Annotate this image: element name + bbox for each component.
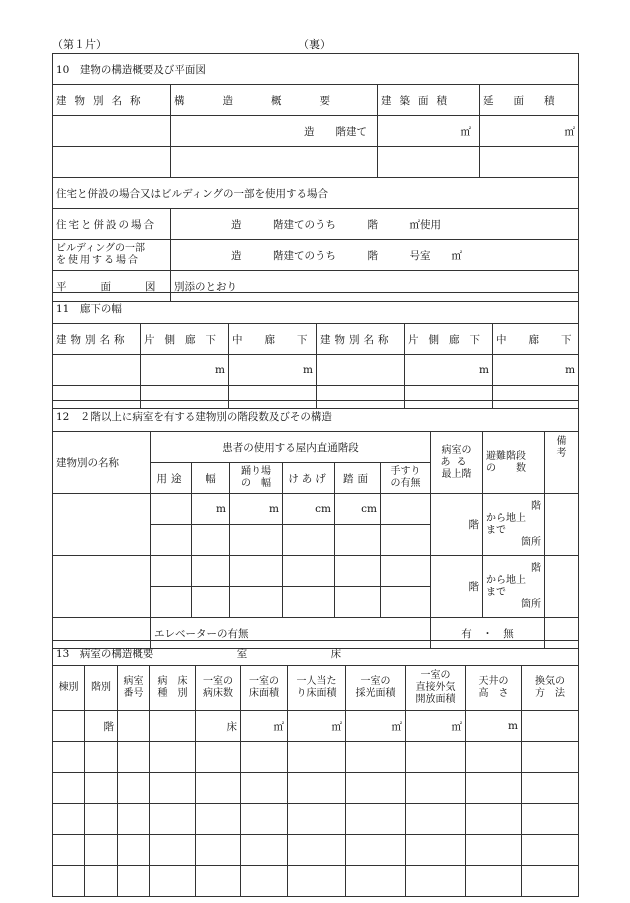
s13-row-cell[interactable]: [241, 866, 288, 897]
s12-col-handrail-1: 手すり: [390, 466, 421, 477]
s13-col-vent: [406, 666, 466, 711]
s13-row-cell[interactable]: [288, 835, 346, 866]
s12-handrail-2[interactable]: [381, 556, 431, 587]
s13-row-cell[interactable]: [346, 742, 406, 773]
s12-width-2b[interactable]: [192, 587, 230, 618]
s10-housing-value[interactable]: 造 階建てのうち 階 ㎡使用: [171, 209, 579, 240]
s13-col-bedtype: [150, 666, 196, 711]
s12-finish-1b[interactable]: [283, 525, 335, 556]
s12-col-use: 用途: [151, 463, 192, 494]
s12-elevator-value[interactable]: 有 ・ 無: [431, 618, 545, 649]
s13-r1-bedtype[interactable]: [150, 711, 196, 742]
s12-col-top-1: 病室の: [441, 444, 472, 456]
section-10-table: [52, 53, 579, 302]
s11-col-middle-left: 中廊下: [229, 324, 317, 355]
s13-row-cell[interactable]: [346, 773, 406, 804]
s12-name-2[interactable]: [53, 556, 151, 618]
s13-row-cell[interactable]: [346, 835, 406, 866]
s13-row-cell[interactable]: [241, 742, 288, 773]
s13-row-cell[interactable]: [346, 866, 406, 897]
s12-evac-2-d: 箇所: [521, 598, 541, 610]
s13-col-room: [118, 666, 150, 711]
s13-row-cell[interactable]: [53, 866, 85, 897]
s13-col-ceiling-2: 高 さ: [478, 688, 509, 699]
s12-width-1b[interactable]: [192, 525, 230, 556]
s11-single-right[interactable]: m: [405, 355, 493, 386]
s13-row-cell[interactable]: [118, 742, 150, 773]
s12-finish-2[interactable]: [283, 556, 335, 587]
s12-col-evac-1: 避難階段: [486, 450, 526, 462]
side-label: （裏）: [298, 38, 331, 51]
s13-col-bedtype-1: 病 床: [157, 676, 188, 687]
s13-col-ceiling: [466, 666, 522, 711]
s13-row-cell[interactable]: [466, 835, 522, 866]
s12-handrail-1b[interactable]: [381, 525, 431, 556]
s12-handrail-1[interactable]: [381, 494, 431, 525]
s12-finish-2b[interactable]: [283, 587, 335, 618]
s13-col-beds-2: 病床数: [203, 688, 233, 699]
s13-row-cell[interactable]: [522, 835, 579, 866]
s13-r1-light[interactable]: ㎡: [346, 711, 406, 742]
s11-col-name-right: 建物別名称: [317, 324, 405, 355]
s13-col-room-2: 番号: [123, 688, 144, 699]
s13-row-cell[interactable]: [466, 773, 522, 804]
s11-name-right[interactable]: [317, 355, 405, 386]
s13-col-vent-3: 開放面積: [415, 694, 456, 705]
section-13-title-right: 床: [330, 647, 342, 660]
s11-col-single-right: 片側廊下: [405, 324, 493, 355]
s13-col-beds-1: 一室の: [203, 676, 233, 687]
s12-note-1[interactable]: [545, 494, 579, 556]
s12-top-floor-1[interactable]: 階: [431, 494, 483, 556]
s13-row-cell[interactable]: [288, 742, 346, 773]
s13-col-light: [346, 666, 406, 711]
s10-col-total-area: 延面積: [480, 85, 579, 116]
s13-row-cell[interactable]: [466, 742, 522, 773]
s13-col-vent-2: 直接外気: [415, 682, 456, 693]
s11-col-middle-right: 中廊下: [493, 324, 579, 355]
s12-evac-1-c: まで: [486, 524, 506, 536]
s10-building-value[interactable]: 造 階建てのうち 階 号室 ㎡: [171, 240, 579, 271]
s13-r1-ceiling[interactable]: m: [466, 711, 522, 742]
s12-landing-1[interactable]: m: [230, 494, 283, 525]
s12-col-handrail-2: の有無: [390, 478, 421, 489]
s10-plan-label: 平面図: [53, 271, 171, 302]
s12-finish-1[interactable]: cm: [283, 494, 335, 525]
s12-stair-header: 患者の使用する屋内直通階段: [151, 432, 431, 463]
s13-row-cell[interactable]: [85, 804, 118, 835]
s12-landing-2[interactable]: [230, 556, 283, 587]
s10-total-area-cell-2[interactable]: [480, 147, 579, 178]
s13-row-cell[interactable]: [118, 804, 150, 835]
s13-row-cell[interactable]: [196, 804, 241, 835]
s13-row-cell[interactable]: [85, 835, 118, 866]
s12-use-1[interactable]: [151, 494, 192, 525]
s13-row-cell[interactable]: [85, 866, 118, 897]
s13-row-cell[interactable]: [85, 742, 118, 773]
s10-building-area-cell[interactable]: ㎡: [378, 116, 480, 147]
s12-col-landing-2: の 幅: [241, 478, 271, 489]
s12-col-width: 幅: [192, 463, 230, 494]
s12-col-name: 建物別の名称: [53, 432, 151, 494]
s13-row-cell[interactable]: [406, 773, 466, 804]
s13-row-cell[interactable]: [241, 773, 288, 804]
s11-single-left[interactable]: m: [141, 355, 229, 386]
s12-landing-2b[interactable]: [230, 587, 283, 618]
s12-handrail-2b[interactable]: [381, 587, 431, 618]
s11-col-single-left: 片側廊下: [141, 324, 229, 355]
s12-col-landing-1: 踊り場: [241, 466, 271, 477]
s13-col-method-1: 換気の: [535, 676, 566, 687]
s13-row-cell[interactable]: [196, 773, 241, 804]
section-13-title-row: [53, 641, 579, 666]
s13-col-room-1: 病室: [123, 676, 144, 687]
s10-housing-label: 住宅と併設の場合: [53, 209, 171, 240]
s13-row-cell[interactable]: [466, 866, 522, 897]
s13-row-cell[interactable]: [522, 742, 579, 773]
s13-col-light-1: 一室の: [360, 676, 391, 687]
s12-col-finish: けあげ: [283, 463, 335, 494]
s13-row-cell[interactable]: [118, 773, 150, 804]
s12-use-1b[interactable]: [151, 525, 192, 556]
s12-evac-2-c: まで: [486, 586, 506, 598]
s12-evac-1[interactable]: [483, 494, 545, 556]
s13-row-cell[interactable]: [288, 773, 346, 804]
s12-name-1[interactable]: [53, 494, 151, 556]
s10-structure-cell[interactable]: 造 階建て: [171, 116, 378, 147]
s10-plan-value: 別添のとおり: [171, 271, 579, 302]
s12-col-evac-2: の 数: [486, 462, 526, 474]
s13-col-light-2: 採光面積: [355, 688, 396, 699]
s13-col-area-2: 床面積: [249, 688, 279, 699]
s11-col-name-left: 建物別名称: [53, 324, 141, 355]
s12-use-2[interactable]: [151, 556, 192, 587]
s12-use-2b[interactable]: [151, 587, 192, 618]
s13-row-cell[interactable]: [196, 835, 241, 866]
section-13-table: [52, 640, 579, 897]
s12-tread-2[interactable]: [335, 556, 381, 587]
s13-col-bedtype-2: 種 別: [157, 688, 188, 699]
s13-r1-room[interactable]: [118, 711, 150, 742]
s13-row-cell[interactable]: [150, 804, 196, 835]
s12-evac-2-a: 階: [531, 562, 541, 574]
s12-col-evac: [483, 432, 545, 494]
s12-width-1[interactable]: m: [192, 494, 230, 525]
s13-r1-per[interactable]: ㎡: [288, 711, 346, 742]
s10-col-structure: 構造概要: [171, 85, 378, 116]
s13-r1-vent[interactable]: ㎡: [406, 711, 466, 742]
s10-col-building-area: 建築面積: [378, 85, 480, 116]
s11-middle-right[interactable]: m: [493, 355, 579, 386]
s10-building-area-cell-2[interactable]: [378, 147, 480, 178]
s13-r1-area[interactable]: ㎡: [241, 711, 288, 742]
section-12-table: [52, 400, 579, 649]
section-13-title-mid: 室: [236, 647, 248, 660]
s13-col-beds: [196, 666, 241, 711]
section-10-title: 10 建物の構造概要及び平面図: [53, 54, 579, 85]
s12-tread-1[interactable]: cm: [335, 494, 381, 525]
s12-col-top-floor: [431, 432, 483, 494]
sheet-label: （第１片）: [52, 38, 107, 51]
s13-row-cell[interactable]: [118, 835, 150, 866]
s12-landing-1b[interactable]: [230, 525, 283, 556]
s12-col-note-1: 備: [556, 436, 567, 447]
s13-row-cell[interactable]: [53, 835, 85, 866]
s13-col-vent-1: 一室の: [420, 670, 451, 681]
s13-row-cell[interactable]: [346, 804, 406, 835]
s13-row-cell[interactable]: [288, 866, 346, 897]
s13-col-area: [241, 666, 288, 711]
s10-structure-cell-2[interactable]: [171, 147, 378, 178]
s13-row-cell[interactable]: [118, 866, 150, 897]
s13-col-method: [522, 666, 579, 711]
s12-top-floor-2[interactable]: 階: [431, 556, 483, 618]
s13-row-cell[interactable]: [150, 866, 196, 897]
s13-row-cell[interactable]: [406, 804, 466, 835]
s10-building-label-2: を使用する場合: [56, 255, 140, 266]
s13-row-cell[interactable]: [406, 866, 466, 897]
s13-row-cell[interactable]: [288, 804, 346, 835]
s13-row-cell[interactable]: [150, 835, 196, 866]
s12-evac-1-d: 箇所: [521, 536, 541, 548]
s12-col-landing: [230, 463, 283, 494]
s12-col-tread: 踏面: [335, 463, 381, 494]
s13-col-floor: 階別: [85, 666, 118, 711]
s12-col-top-2: ある: [440, 456, 473, 468]
s13-row-cell[interactable]: [241, 804, 288, 835]
s13-col-per-2: り床面積: [296, 688, 337, 699]
s13-row-cell[interactable]: [85, 773, 118, 804]
s12-col-note-2: 考: [556, 448, 567, 459]
s13-row-cell[interactable]: [196, 742, 241, 773]
s13-col-method-2: 方 法: [535, 688, 566, 699]
s12-col-top-3: 最上階: [441, 468, 472, 480]
s13-r1-building[interactable]: [53, 711, 85, 742]
s12-width-2[interactable]: [192, 556, 230, 587]
s12-note-2[interactable]: [545, 556, 579, 618]
s12-evac-2-b: から地上: [486, 574, 526, 586]
s13-col-ceiling-1: 天井の: [478, 676, 509, 687]
s13-row-cell[interactable]: [466, 804, 522, 835]
s10-building-label: [53, 240, 171, 271]
s13-col-area-1: 一室の: [249, 676, 279, 687]
s12-evac-1-b: から地上: [486, 512, 526, 524]
s10-building-label-1: ビルディングの一部: [56, 243, 145, 254]
s12-tread-1b[interactable]: [335, 525, 381, 556]
s11-name-left[interactable]: [53, 355, 141, 386]
s13-row-cell[interactable]: [53, 773, 85, 804]
s12-evac-1-a: 階: [531, 500, 541, 512]
section-11-title: 11 廊下の幅: [53, 293, 579, 324]
s10-mixed-title: 住宅と併設の場合又はビルディングの一部を使用する場合: [53, 178, 579, 209]
s13-row-cell[interactable]: [150, 742, 196, 773]
s12-tread-2b[interactable]: [335, 587, 381, 618]
s10-name-cell[interactable]: [53, 116, 171, 147]
s11-middle-left[interactable]: m: [229, 355, 317, 386]
s13-row-cell[interactable]: [522, 804, 579, 835]
s12-elevator-label: エレベーターの有無: [151, 618, 431, 649]
s12-evac-2[interactable]: [483, 556, 545, 618]
s13-r1-beds[interactable]: 床: [196, 711, 241, 742]
s13-row-cell[interactable]: [406, 835, 466, 866]
s13-col-per-1: 一人当た: [296, 676, 337, 687]
s13-r1-method[interactable]: [522, 711, 579, 742]
s10-total-area-cell[interactable]: ㎡: [480, 116, 579, 147]
section-12-title: 12 ２階以上に病室を有する建物別の階段数及びその構造: [53, 401, 579, 432]
s10-name-cell-2[interactable]: [53, 147, 171, 178]
s12-col-note: [545, 432, 579, 494]
section-11-table: [52, 292, 594, 409]
s12-col-handrail: [381, 463, 431, 494]
s13-row-cell[interactable]: [522, 866, 579, 897]
s13-row-cell[interactable]: [53, 742, 85, 773]
s13-r1-floor[interactable]: 階: [85, 711, 118, 742]
s13-row-cell[interactable]: [522, 773, 579, 804]
s13-row-cell[interactable]: [53, 804, 85, 835]
s13-row-cell[interactable]: [241, 835, 288, 866]
s13-col-building: 棟別: [53, 666, 85, 711]
s13-col-per: [288, 666, 346, 711]
section-13-title: 13 病室の構造概要: [56, 647, 154, 660]
s13-row-cell[interactable]: [406, 742, 466, 773]
s13-row-cell[interactable]: [196, 866, 241, 897]
s13-row-cell[interactable]: [150, 773, 196, 804]
s10-col-name: 建物別名称: [53, 85, 171, 116]
